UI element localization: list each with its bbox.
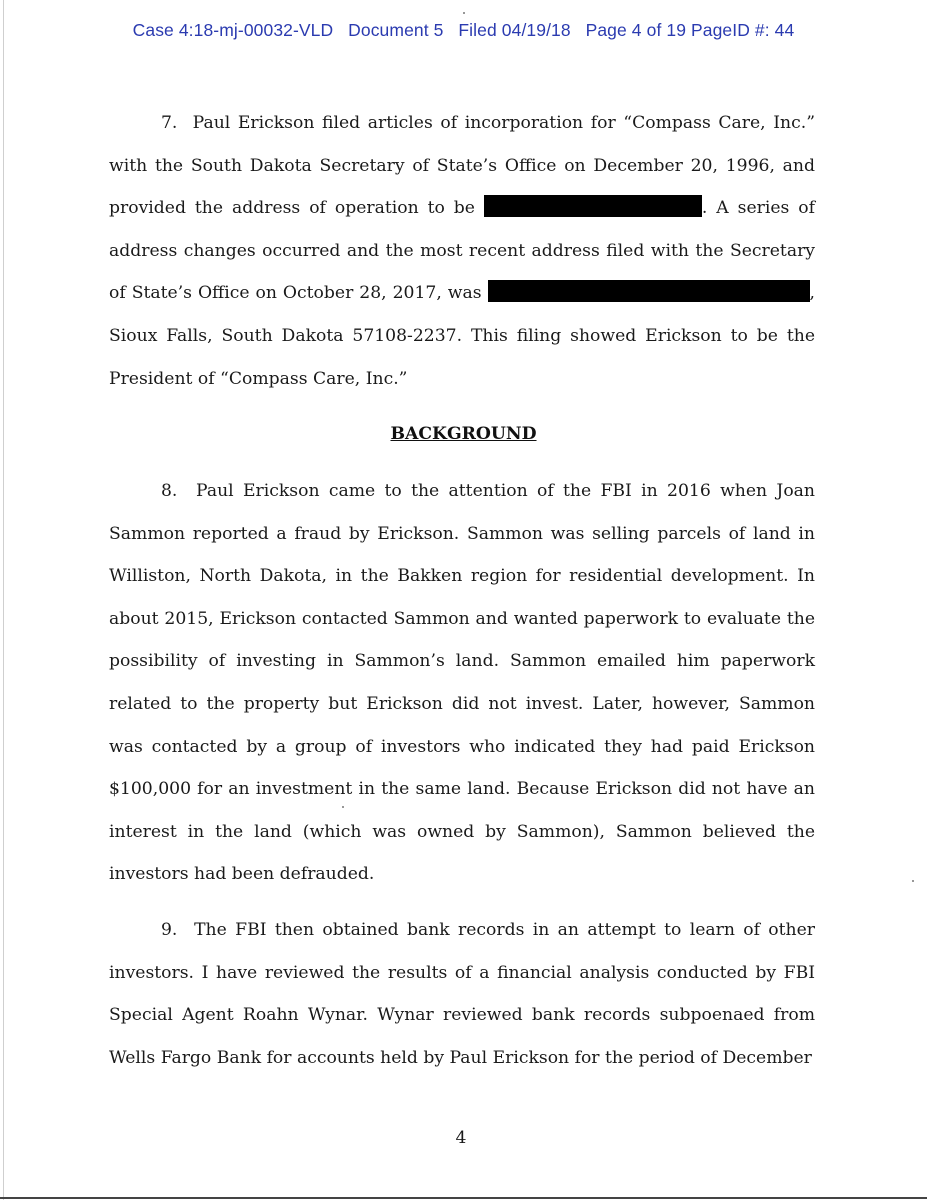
paragraph-text: , Sioux Falls, South Dakota 57108-2237. This filing showed Erickson to be the President of “Compass Care, Inc.”	[109, 283, 815, 389]
paragraph-number: 8.	[161, 481, 178, 501]
paragraph-text: Paul Erickson filed articles of incorporation for “Compass Care, Inc.” with the South Dakota Secretary of State’s Office on December 20, 1996, and provided the address of operation to be	[109, 113, 815, 219]
paragraph-7	[109, 102, 815, 400]
paragraph-text: . A series of address changes occurred and the most recent address filed with the Secretary of State’s Office on October 28, 2017, was	[109, 198, 815, 304]
paragraph-9	[109, 909, 815, 1079]
redaction-block	[484, 195, 702, 217]
paragraph-text: The FBI then obtained bank records in an attempt to learn of other investors. I have reviewed the results of a financial analysis conducted by FBI Special Agent Roahn Wynar. Wynar reviewed bank records subpoenaed from Wells Fargo Bank for accounts held by Paul Erickson for the period of December	[109, 920, 815, 1068]
scan-edge-left	[3, 0, 4, 1200]
paragraph-number: 7.	[161, 113, 178, 133]
paragraph-number: 9.	[161, 920, 178, 940]
paragraph-8	[109, 470, 815, 896]
page-number: 4	[455, 1128, 467, 1148]
scan-speck	[463, 12, 465, 14]
court-filing-header: Case 4:18-mj-00032-VLD Document 5 Filed 04/19/18 Page 4 of 19 PageID #: 44	[132, 20, 795, 40]
scan-speck	[342, 806, 344, 808]
paragraph-text: Paul Erickson came to the attention of the FBI in 2016 when Joan Sammon reported a fraud by Erickson. Sammon was selling parcels of land in Williston, North Dakota, in the Bakken region for residential development. In about 2015, Erickson contacted Sammon and wanted paperwork to evaluate the possibility of investing in Sammon’s land. Sammon emailed him paperwork related to the property but Erickson did not invest. Later, however, Sammon was contacted by a group of investors who indicated they had paid Erickson $100,000 for an investment in the same land. Because Erickson did not have an interest in the land (which was owned by Sammon), Sammon believed the investors had been defrauded.	[109, 481, 815, 885]
redaction-block	[488, 280, 810, 302]
section-heading: BACKGROUND	[390, 424, 537, 444]
scan-edge-bottom	[0, 1197, 927, 1199]
scan-speck	[912, 880, 914, 882]
